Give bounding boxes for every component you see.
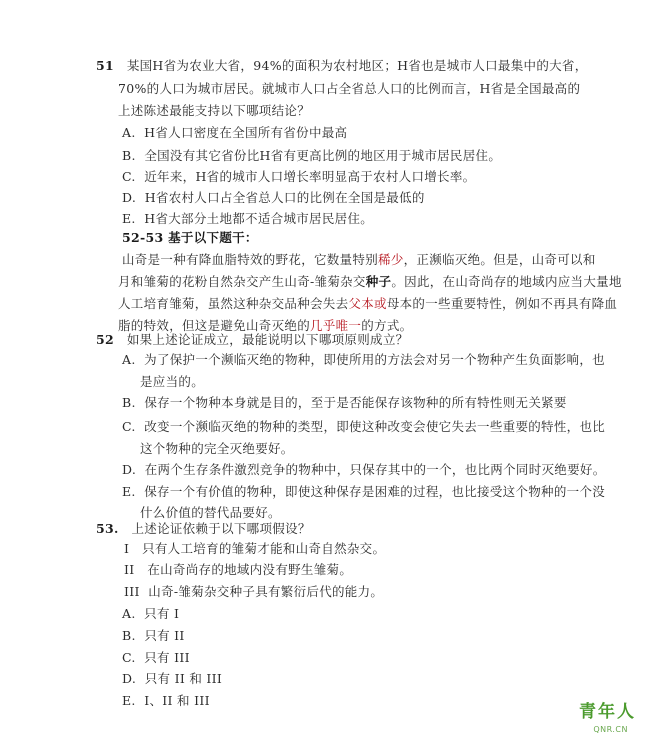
q51-stem-line-1	[96, 58, 588, 74]
q51-stem-line-2: 70%的人口为城市居民。就城市人口占全省总人口的比例而言，H省是全国最高的	[118, 81, 581, 96]
passage-line-1	[122, 252, 596, 268]
passage-text: 母本的一些重要特性，例如不再具有降血	[386, 296, 618, 311]
option-text: 保存一个物种本身就是目的，至于是否能保存该物种的所有特性则无关紧要	[144, 395, 567, 410]
q52-option-e	[122, 484, 605, 500]
option-text: H省人口密度在全国所有省份中最高	[144, 125, 348, 140]
q51-stem-text-1: 某国H省为农业大省，94%的面积为农村地区；H省也是城市人口最集中的大省，	[126, 58, 588, 73]
option-text: 为了保护一个濒临灭绝的物种，即使所用的方法会对另一个物种产生负面影响，也	[144, 352, 605, 367]
q52-option-c	[122, 419, 605, 435]
q53-statement-2	[124, 562, 352, 578]
option-text: I、II 和 III	[144, 693, 210, 708]
q51-option-a	[122, 125, 347, 141]
option-label: C.	[122, 650, 136, 665]
passage-text: 月和雏菊的花粉自然杂交产生山奇-雏菊杂交	[118, 274, 366, 289]
q52-option-d	[122, 462, 606, 478]
q52-option-c-cont: 这个物种的完全灭绝要好。	[140, 441, 294, 456]
q53-option-a	[122, 606, 179, 622]
option-label: D.	[122, 462, 137, 477]
passage-text: 。因此，在山奇尚存的地域内应当大量地	[391, 274, 622, 289]
q53-option-e	[122, 693, 210, 709]
q52-option-e-cont: 什么价值的替代品要好。	[140, 505, 281, 520]
bold-text: 种子	[365, 274, 392, 289]
q52-option-a	[122, 352, 605, 368]
question-number: 52	[96, 332, 114, 347]
q53-statement-1	[124, 541, 385, 557]
q51-option-e	[122, 211, 373, 227]
q53-statement-3	[124, 584, 383, 600]
q53-option-b	[122, 628, 185, 644]
q51-stem-line-3: 上述陈述最能支持以下哪项结论？	[118, 103, 311, 118]
option-label: D.	[122, 671, 137, 686]
q53-option-d	[122, 671, 222, 687]
option-text: 在两个生存条件激烈竞争的物种中，只保存其中的一个，也比两个同时灭绝要好。	[144, 462, 606, 477]
watermark-url: QNR.CN	[593, 725, 628, 734]
option-text: 只有 III	[144, 650, 190, 665]
statement-text: 山奇-雏菊杂交种子具有繁衍后代的能力。	[148, 584, 384, 599]
q51-option-c	[122, 169, 475, 185]
option-label: B.	[122, 395, 136, 410]
statement-label: I	[124, 541, 130, 556]
option-label: C.	[122, 169, 136, 184]
option-label: A.	[122, 125, 136, 140]
option-label: A.	[122, 352, 136, 367]
option-text: H省农村人口占全省总人口的比例在全国是最低的	[144, 190, 425, 205]
option-text: 只有 II 和 III	[144, 671, 223, 686]
q52-option-a-cont: 是应当的。	[140, 374, 205, 389]
statement-label: III	[124, 584, 140, 599]
q53-stem-text: 上述论证依赖于以下哪项假设？	[131, 521, 311, 536]
q52-stem	[96, 332, 408, 348]
q52-option-b	[122, 395, 567, 411]
option-text: 只有 II	[144, 628, 185, 643]
statement-label: II	[124, 562, 135, 577]
option-label: C.	[122, 419, 136, 434]
passage-line-3	[118, 296, 617, 312]
option-text: 近年来，H省的城市人口增长率明显高于农村人口增长率。	[144, 169, 476, 184]
question-number: 53.	[96, 521, 119, 536]
q53-option-c	[122, 650, 190, 666]
option-label: B.	[122, 628, 136, 643]
passage-text: 脂的特效，但这是避免山奇灭绝的	[118, 318, 311, 333]
option-text: 保存一个有价值的物种，即使这种保存是困难的过程，也比接受这个物种的一个没	[144, 484, 606, 499]
option-text: H省大部分土地都不适合城市居民居住。	[144, 211, 374, 226]
watermark-logo: 青年人	[579, 702, 636, 722]
q51-option-b	[122, 148, 501, 164]
statement-text: 在山奇尚存的地域内没有野生雏菊。	[147, 562, 353, 577]
passage-text: 的方式。	[361, 318, 413, 333]
passage-heading: 52-53 基于以下题干：	[122, 230, 258, 245]
q52-stem-text: 如果上述论证成立，最能说明以下哪项原则成立？	[126, 332, 409, 347]
option-text: 改变一个濒临灭绝的物种的类型，即使这种改变会使它失去一些重要的特性，也比	[144, 419, 606, 434]
question-number: 51	[96, 58, 114, 73]
option-label: E.	[122, 211, 136, 226]
option-label: E.	[122, 484, 136, 499]
passage-text: 人工培育雏菊，虽然这种杂交品种会失去	[118, 296, 349, 311]
highlighted-text: 父本或	[348, 296, 387, 311]
option-label: D.	[122, 190, 137, 205]
option-text: 全国没有其它省份比H省有更高比例的地区用于城市居民居住。	[144, 148, 502, 163]
q51-option-d	[122, 190, 425, 206]
passage-line-2	[118, 274, 622, 290]
highlighted-text: 稀少	[378, 252, 404, 267]
passage-text: ，正濒临灭绝。但是，山奇可以和	[403, 252, 596, 267]
option-label: B.	[122, 148, 136, 163]
passage-text: 山奇是一种有降血脂特效的野花，它数量特别	[122, 252, 379, 267]
option-text: 只有 I	[144, 606, 180, 621]
option-label: E.	[122, 693, 136, 708]
statement-text: 只有人工培育的雏菊才能和山奇自然杂交。	[142, 541, 386, 556]
q53-stem	[96, 521, 311, 537]
option-label: A.	[122, 606, 136, 621]
highlighted-text: 几乎唯一	[310, 318, 362, 333]
